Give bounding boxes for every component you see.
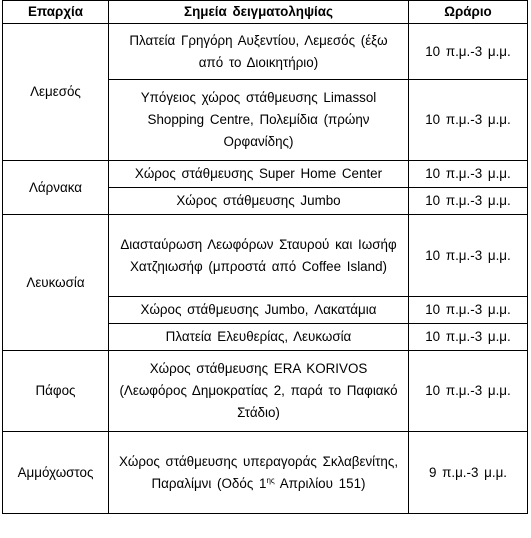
header-hours: Ωράριο bbox=[409, 1, 528, 24]
hours-cell: 10 π.μ.-3 μ.μ. bbox=[409, 215, 528, 297]
hours-cell: 10 π.μ.-3 μ.μ. bbox=[409, 324, 528, 351]
table-row bbox=[3, 432, 528, 514]
location-text-end: Απριλίου 151) bbox=[274, 475, 366, 491]
district-cell-nicosia: Λευκωσία bbox=[3, 215, 109, 351]
table-row bbox=[3, 24, 528, 80]
header-location: Σημεία δειγματοληψίας bbox=[109, 1, 409, 24]
hours-cell: 10 π.μ.-3 μ.μ. bbox=[409, 24, 528, 80]
district-cell-limassol: Λεμεσός bbox=[3, 24, 109, 161]
hours-cell: 10 π.μ.-3 μ.μ. bbox=[409, 351, 528, 432]
location-cell bbox=[109, 432, 409, 514]
location-cell: Διασταύρωση Λεωφόρων Σταυρού και Ιωσήφ Χατζηιωσήφ (μπροστά από Coffee Island) bbox=[109, 215, 409, 297]
location-text: Χώρος στάθμευσης υπεραγοράς Σκλαβενίτης, Παραλίμνι (Οδός 1 bbox=[118, 453, 399, 491]
district-cell-famagusta: Αμμόχωστος bbox=[3, 432, 109, 514]
location-cell: Πλατεία Γρηγόρη Αυξεντίου, Λεμεσός (έξω από το Διοικητήριο) bbox=[109, 24, 409, 80]
table-row bbox=[3, 161, 528, 188]
sampling-schedule-table bbox=[2, 0, 528, 514]
hours-cell: 10 π.μ.-3 μ.μ. bbox=[409, 188, 528, 215]
hours-cell: 10 π.μ.-3 μ.μ. bbox=[409, 161, 528, 188]
district-cell-larnaca: Λάρνακα bbox=[3, 161, 109, 215]
location-cell: Χώρος στάθμευσης Jumbo, Λακατάμια bbox=[109, 297, 409, 324]
location-cell: Πλατεία Ελευθερίας, Λευκωσία bbox=[109, 324, 409, 351]
hours-cell: 9 π.μ.-3 μ.μ. bbox=[409, 432, 528, 514]
header-district: Επαρχία bbox=[3, 1, 109, 24]
location-cell: Χώρος στάθμευσης ERA KORIVOS (Λεωφόρος Δημοκρατίας 2, παρά το Παφιακό Στάδιο) bbox=[109, 351, 409, 432]
district-cell-paphos: Πάφος bbox=[3, 351, 109, 432]
table-row bbox=[3, 351, 528, 432]
location-cell: Χώρος στάθμευσης Super Home Center bbox=[109, 161, 409, 188]
header-row bbox=[3, 1, 528, 24]
hours-cell: 10 π.μ.-3 μ.μ. bbox=[409, 80, 528, 161]
location-cell: Χώρος στάθμευσης Jumbo bbox=[109, 188, 409, 215]
hours-cell: 10 π.μ.-3 μ.μ. bbox=[409, 297, 528, 324]
table-row bbox=[3, 215, 528, 297]
ordinal-suffix: ης bbox=[266, 475, 275, 485]
location-cell: Υπόγειος χώρος στάθμευσης Limassol Shopping Centre, Πολεμίδια (πρώην Ορφανίδης) bbox=[109, 80, 409, 161]
